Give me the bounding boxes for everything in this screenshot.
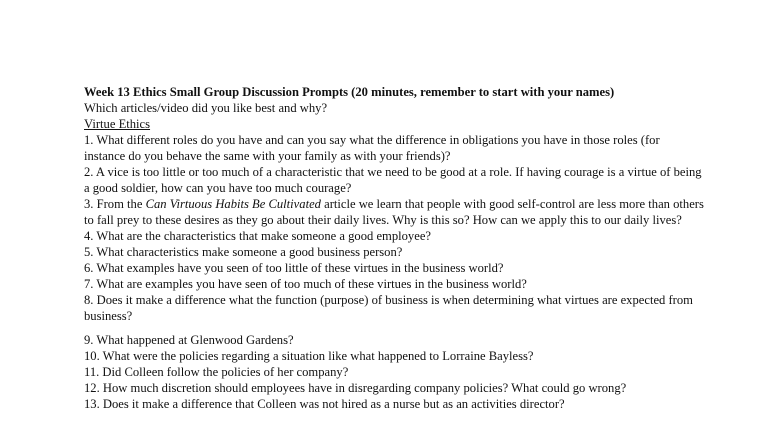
intro-question: Which articles/video did you like best and why? (84, 101, 328, 115)
prompt-5: 5. What characteristics make someone a good business person? (84, 245, 403, 259)
prompt-1: 1. What different roles do you have and can you say what the difference in obligations you have in those roles (for instance do you behave the same with your family as with your friends)? (84, 133, 660, 163)
prompt-9: 9. What happened at Glenwood Gardens? (84, 333, 294, 347)
prompt-13: 13. Does it make a difference that Colleen was not hired as a nurse but as an activities director? (84, 397, 565, 411)
article-title-italic: Can Virtuous Habits Be Cultivated (145, 197, 321, 211)
prompt-10: 10. What were the policies regarding a situation like what happened to Lorraine Bayless? (84, 349, 534, 363)
prompt-8: 8. Does it make a difference what the function (purpose) of business is when determining what virtues are expected from business? (84, 293, 693, 323)
prompt-3-suffix: article we learn that people with good self-control are less more than others to fall prey to these desires as they go about their daily lives. Why is this so? How can we apply this to our daily lives? (84, 197, 704, 227)
section-heading-virtue-ethics: Virtue Ethics (84, 117, 151, 131)
prompt-2: 2. A vice is too little or too much of a characteristic that we need to be good at a role. If having courage is a virtue of being a good soldier, how can you have too much courage? (84, 165, 702, 195)
prompt-3 (84, 196, 704, 228)
prompt-4: 4. What are the characteristics that make someone a good employee? (84, 229, 431, 243)
document-body (84, 84, 704, 412)
prompt-11: 11. Did Colleen follow the policies of her company? (84, 365, 349, 379)
prompt-6: 6. What examples have you seen of too little of these virtues in the business world? (84, 261, 504, 275)
document-title: Week 13 Ethics Small Group Discussion Prompts (20 minutes, remember to start with your names) (84, 85, 615, 99)
prompt-3-prefix: 3. From the (84, 197, 146, 211)
prompt-12: 12. How much discretion should employees have in disregarding company policies? What could go wrong? (84, 381, 627, 395)
prompt-7: 7. What are examples you have seen of too much of these virtues in the business world? (84, 277, 527, 291)
